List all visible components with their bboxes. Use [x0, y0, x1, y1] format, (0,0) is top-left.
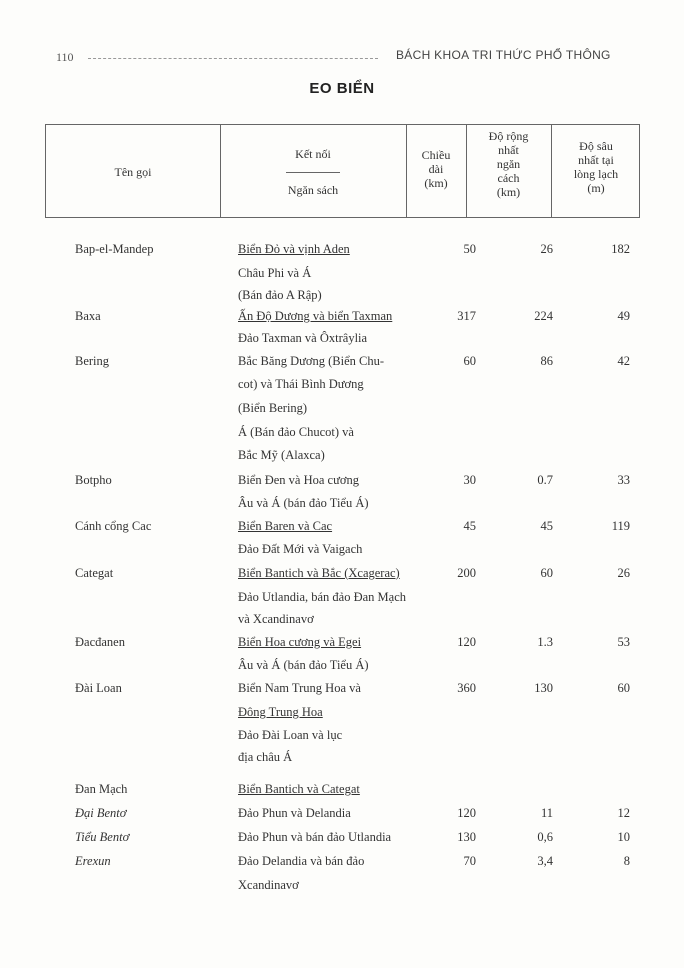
- connection-text: Biển Hoa cương và Egei: [238, 635, 362, 649]
- width-value: 86: [540, 354, 553, 368]
- strait-name: Categat: [75, 566, 114, 580]
- connection-text: (Biển Bering): [238, 401, 308, 415]
- table-row: [0, 749, 684, 771]
- connection-text: Âu và Á (bán đảo Tiểu Á): [238, 496, 369, 510]
- width-value: 3,4: [537, 854, 553, 868]
- width-value: 1.3: [537, 635, 553, 649]
- depth-value: 49: [617, 309, 630, 323]
- col-header-depth-line: lòng lạch: [573, 167, 619, 181]
- strait-name: Cánh cổng Cac: [75, 519, 152, 533]
- table-row: [0, 589, 684, 611]
- connection-text: Đảo Phun và bán đảo Utlandia: [238, 830, 392, 844]
- table-row: [0, 447, 684, 469]
- table-row: [0, 330, 684, 352]
- connection-text: Biển Baren và Cac: [238, 519, 333, 533]
- depth-value: 26: [617, 566, 630, 580]
- col-header-width-line: nhất: [498, 143, 519, 157]
- depth-value: 182: [611, 242, 630, 256]
- col-header-depth-line: Độ sâu: [579, 139, 613, 153]
- connection-text: Xcandinavơ: [238, 878, 299, 892]
- connection-text: Âu và Á (bán đảo Tiểu Á): [238, 658, 369, 672]
- length-value: 120: [457, 635, 476, 649]
- depth-value: 119: [611, 519, 630, 533]
- table-row: [0, 265, 684, 287]
- width-value: 130: [534, 681, 553, 695]
- connection-text: Đảo Đất Mới và Vaigach: [238, 542, 363, 556]
- table-row: [0, 565, 684, 587]
- col-header-depth-line: (m): [587, 181, 605, 195]
- depth-value: 12: [617, 806, 630, 820]
- col-header-length: [406, 148, 466, 190]
- table-row: [0, 424, 684, 446]
- length-value: 317: [457, 309, 476, 323]
- header-rule: [88, 58, 378, 59]
- width-value: 45: [540, 519, 553, 533]
- connection-text: Á (Bán đảo Chucot) và: [238, 425, 354, 439]
- width-value: 60: [540, 566, 553, 580]
- width-value: 224: [534, 309, 553, 323]
- depth-value: 53: [617, 635, 630, 649]
- strait-name: Đài Loan: [75, 681, 122, 695]
- length-value: 50: [463, 242, 476, 256]
- table-row: [0, 541, 684, 563]
- running-title: BÁCH KHOA TRI THỨC PHỔ THÔNG: [396, 48, 611, 62]
- table-header: [45, 124, 640, 218]
- connection-text: và Xcandinavơ: [238, 612, 314, 626]
- strait-name: Bering: [75, 354, 110, 368]
- connection-text: Bắc Băng Dương (Biển Chu-: [238, 354, 385, 368]
- table-row: [0, 680, 684, 702]
- col-header-separates: Ngăn sách: [287, 183, 339, 197]
- table-row: [0, 877, 684, 899]
- connection-text: Châu Phi và Á: [238, 266, 312, 280]
- strait-name: Đan Mạch: [75, 782, 128, 796]
- connection-text: (Bán đảo A Rập): [238, 288, 322, 302]
- table-row: [0, 805, 684, 827]
- col-header-depth: [551, 139, 641, 195]
- table-row: [0, 308, 684, 330]
- depth-value: 33: [617, 473, 630, 487]
- table-row: [0, 727, 684, 749]
- connection-text: Bắc Mỹ (Alaxca): [238, 448, 325, 462]
- table-row: [0, 829, 684, 851]
- table-row: [0, 400, 684, 422]
- page-number: 110: [56, 50, 74, 64]
- length-value: 70: [463, 854, 476, 868]
- connection-text: Đảo Phun và Delandia: [238, 806, 351, 820]
- table-row: [0, 287, 684, 309]
- connection-text: địa châu Á: [238, 750, 293, 764]
- table-row: [0, 611, 684, 633]
- col-header-depth-line: nhất tại: [578, 153, 614, 167]
- connection-text: Biển Đen và Hoa cương: [238, 473, 359, 487]
- length-value: 60: [463, 354, 476, 368]
- connection-text: cot) và Thái Bình Dương: [238, 377, 364, 391]
- table-row: [0, 781, 684, 803]
- width-value: 0.7: [537, 473, 553, 487]
- table-row: [0, 634, 684, 656]
- column-divider: [220, 125, 221, 217]
- connection-text: Biển Nam Trung Hoa và: [238, 681, 361, 695]
- connection-text: Biển Bantich và Bắc (Xcagerac): [238, 566, 400, 580]
- col-header-width-line: Độ rộng: [488, 129, 529, 143]
- width-value: 26: [540, 242, 553, 256]
- depth-value: 60: [617, 681, 630, 695]
- length-value: 120: [457, 806, 476, 820]
- length-value: 200: [457, 566, 476, 580]
- strait-name: Đacđanen: [75, 635, 125, 649]
- strait-name: Bap-el-Mandep: [75, 242, 154, 256]
- connection-text: Đảo Đài Loan và lục: [238, 728, 343, 742]
- col-header-name: Tên gọi: [114, 165, 152, 179]
- col-header-length-line: (km): [424, 176, 448, 190]
- table-row: [0, 518, 684, 540]
- table-row: [0, 376, 684, 398]
- connection-text: Biển Bantich và Categat: [238, 782, 360, 796]
- width-value: 0,6: [537, 830, 553, 844]
- col-header-length-line: Chiều: [421, 148, 451, 162]
- table-row: [0, 704, 684, 726]
- col-header-width-line: ngăn: [496, 157, 521, 171]
- connection-text: Ấn Độ Dương và biển Taxman: [238, 309, 393, 323]
- length-value: 30: [463, 473, 476, 487]
- table-row: [0, 241, 684, 263]
- depth-value: 10: [617, 830, 630, 844]
- depth-value: 8: [623, 854, 630, 868]
- connection-text: Biển Đỏ và vịnh Aden: [238, 242, 350, 256]
- table-row: [0, 472, 684, 494]
- header-fraction-line: [286, 172, 340, 173]
- col-header-width-line: (km): [496, 185, 521, 199]
- table-row: [0, 853, 684, 875]
- col-header-width-line: cách: [497, 171, 520, 185]
- strait-name: Baxa: [75, 309, 101, 323]
- connection-text: Đảo Delandia và bán đảo: [238, 854, 365, 868]
- connection-text: Đảo Utlandia, bán đảo Đan Mạch: [238, 590, 406, 604]
- table-row: [0, 495, 684, 517]
- col-header-connects: Kết nối: [295, 147, 331, 161]
- length-value: 360: [457, 681, 476, 695]
- width-value: 11: [540, 806, 553, 820]
- strait-name: Tiểu Bentơ: [75, 830, 130, 844]
- connection-text: Đông Trung Hoa: [238, 705, 323, 719]
- depth-value: 42: [617, 354, 630, 368]
- strait-name: Erexun: [75, 854, 111, 868]
- strait-name: Đại Bentơ: [75, 806, 127, 820]
- table-row: [0, 657, 684, 679]
- col-header-length-line: dài: [428, 162, 444, 176]
- col-header-width: [466, 129, 551, 199]
- length-value: 45: [463, 519, 476, 533]
- length-value: 130: [457, 830, 476, 844]
- section-title: EO BIỂN: [309, 80, 375, 97]
- connection-text: Đảo Taxman và Ôxtrâylia: [238, 331, 368, 345]
- strait-name: Botpho: [75, 473, 112, 487]
- table-row: [0, 353, 684, 375]
